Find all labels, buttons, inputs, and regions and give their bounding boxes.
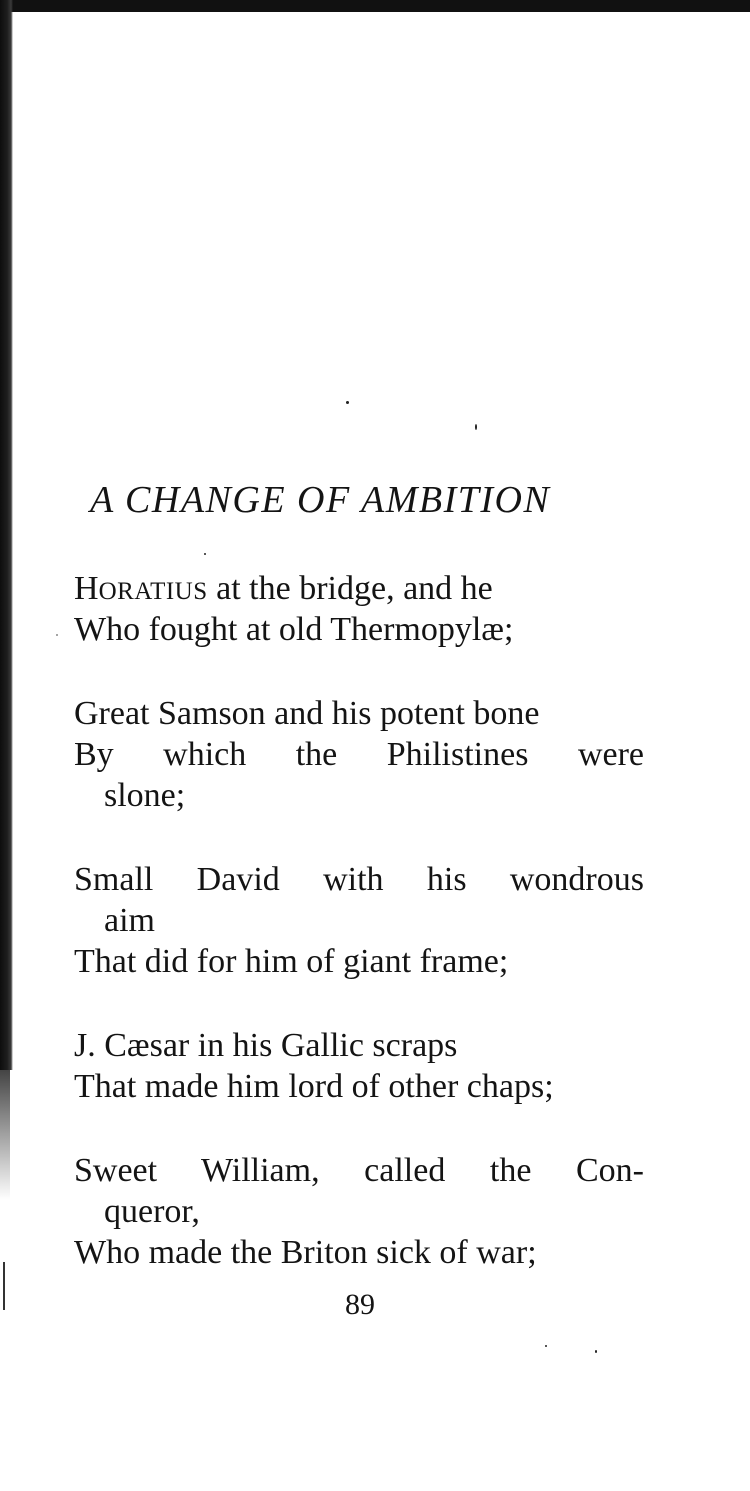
small-caps-word: ORATIUS	[98, 578, 208, 605]
poem-line: Who made the Briton sick of war;	[74, 1234, 537, 1271]
page-binding-edge	[0, 0, 13, 1070]
stanza-break	[74, 982, 644, 1025]
page-top-edge	[0, 0, 750, 12]
stanza	[74, 1150, 644, 1273]
poem-line: Sweet William, called the Con-	[74, 1152, 644, 1189]
speck	[56, 634, 58, 636]
speck	[595, 1350, 597, 1353]
stanza-break	[74, 1107, 644, 1150]
speck	[346, 401, 349, 404]
poem-line: By which the Philistines were	[74, 736, 644, 773]
speck	[204, 553, 206, 555]
stanza-break	[74, 650, 644, 693]
poem-line-continuation: slone;	[104, 777, 186, 814]
small-caps-initial: H	[74, 570, 99, 607]
poem-line: That did for him of giant frame;	[74, 943, 509, 980]
stanza	[74, 859, 644, 982]
poem-line: Great Samson and his potent bone	[74, 695, 540, 732]
speck	[475, 424, 477, 430]
poem-line-continuation: aim	[104, 902, 155, 939]
stanza	[74, 693, 644, 816]
stanza	[74, 1025, 644, 1107]
poem-line-continuation: queror,	[104, 1193, 200, 1230]
poem-line: Who fought at old Thermopylæ;	[74, 611, 514, 648]
poem-body	[74, 568, 644, 1273]
poem-line: That made him lord of other chaps;	[74, 1068, 554, 1105]
speck	[545, 1345, 547, 1347]
page-binding-edge-fade	[0, 1070, 10, 1200]
page-number: 89	[345, 1288, 375, 1321]
stanza-break	[74, 816, 644, 859]
poem-title: A CHANGE OF AMBITION	[90, 479, 551, 521]
poem-line-text: at the bridge, and he	[216, 570, 493, 607]
stanza	[74, 568, 644, 650]
poem-line: J. Cæsar in his Gallic scraps	[74, 1027, 458, 1064]
poem-line	[74, 568, 644, 609]
poem-line: Small David with his wondrous	[74, 861, 644, 898]
